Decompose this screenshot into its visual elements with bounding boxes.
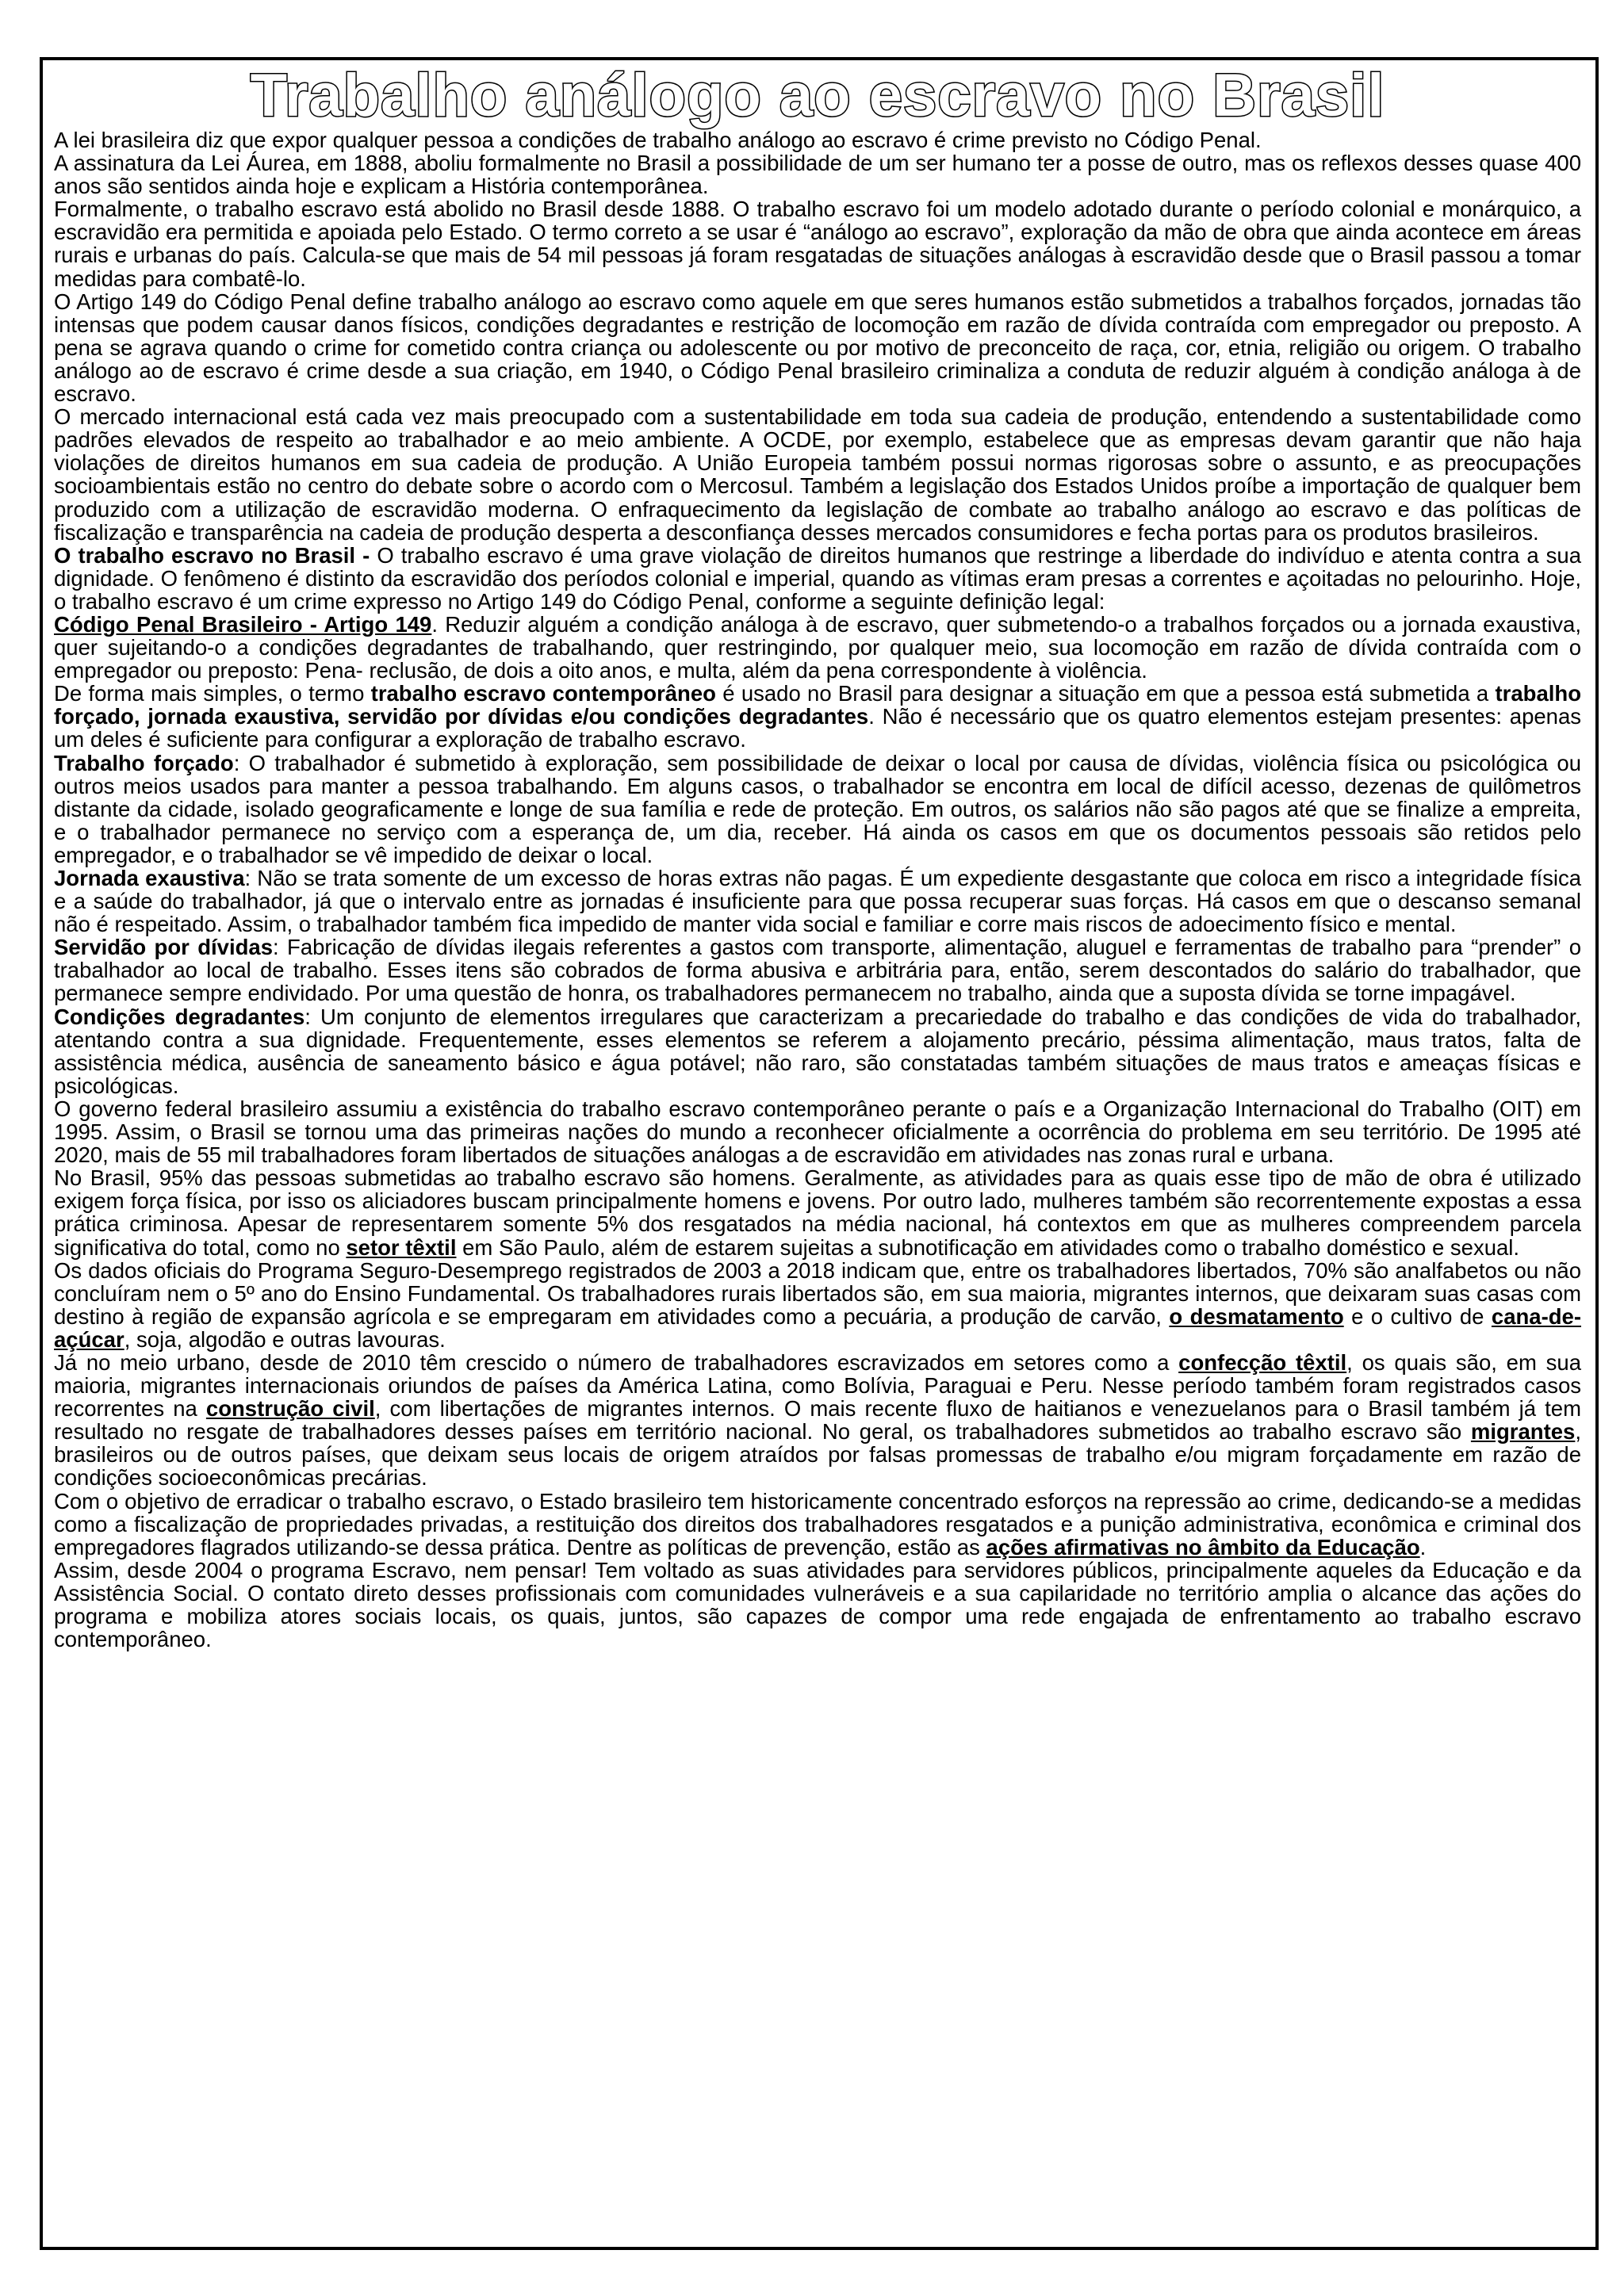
paragraph-trabalho-escravo-brasil: O trabalho escravo no Brasil - O trabalho escravo é uma grave violação de direitos humanos que restringe a liberdade do indivíduo e atenta contra a sua dignidade. O fenômeno é distinto da escravidão dos períodos colonial e imperial, quando as vítimas eram presas a correntes e açoitadas no pelourinho. Hoje, o trabalho escravo é um crime expresso no Artigo 149 do Código Penal, conforme a seguinte definição legal: [54, 542, 1581, 614]
paragraph-mercado-internacional: O mercado internacional está cada vez mais preocupado com a sustentabilidade em toda sua cadeia de produção, entendendo a sustentabilidade como padrões elevados de respeito ao trabalhador e ao meio ambiente. A OCDE, por exemplo, estabelece que as empresas devam garantir que não haja violações de direitos humanos em sua cadeia de produção. A União Europeia também possui normas rigorosas sobre o assunto, e as preocupações socioambientais estão no centro do debate sobre o acordo com o Mercosul. Também a legislação dos Estados Unidos proíbe a importação de qualquer bem produzido com a utilização de escravidão moderna. O enfraquecimento da legislação de combate ao trabalho análogo ao escravo e das políticas de fiscalização e transparência na cadeia de produção desperta a desconfiança desses mercados consumidores e fecha portas para os produtos brasileiros. [54, 404, 1581, 545]
link-confeccao-textil[interactable]: confecção têxtil [1178, 1349, 1347, 1375]
link-acoes-afirmativas[interactable]: ações afirmativas no âmbito da Educação [986, 1534, 1420, 1559]
heading-servidao-dividas: Servidão por dívidas [54, 935, 274, 960]
link-setor-textil[interactable]: setor têxtil [346, 1234, 457, 1260]
paragraph-governo-federal: O governo federal brasileiro assumiu a existência do trabalho escravo contemporâneo perante o país e a Organização Internacional do Trabalho (OIT) em 1995. Assim, o Brasil se tornou uma das primeiras nações do mundo a reconhecer oficialmente a ocorrência do problema em seu território. De 1995 até 2020, mais de 55 mil trabalhadores foram libertados de situações análogas a de escravidão em atividades nas zonas rural e urbana. [54, 1096, 1581, 1168]
paragraph-intro: A lei brasileira diz que expor qualquer pessoa a condições de trabalho análogo ao escravo é crime previsto no Código Penal. [54, 128, 1262, 152]
link-desmatamento[interactable]: o desmatamento [1169, 1303, 1344, 1329]
paragraph-perfil-homens: No Brasil, 95% das pessoas submetidas ao trabalho escravo são homens. Geralmente, as atividades para as quais esse tipo de mão de obra é utilizado exigem força física, por isso os aliciadores buscam principalmente homens e jovens. Por outro lado, mulheres também são recorrentemente expostas a essa prática criminosa. Apesar de representarem somente 5% dos resgatados na média nacional, há contextos em que as mulheres compreendem parcela significativa do total, como no setor têxtil em São Paulo, além de estarem sujeitas a subnotificação em atividades como o trabalho doméstico e sexual. [54, 1165, 1581, 1260]
paragraph-artigo-149: O Artigo 149 do Código Penal define trabalho análogo ao escravo como aquele em que seres humanos estão submetidos a trabalhos forçados, jornadas tão intensas que podem causar danos físicos, condições degradantes e restrição de locomoção em razão de dívida contraída com empregador ou preposto. A pena se agrava quando o crime for cometido contra criança ou adolescente ou por motivo de preconceito de raça, cor, etnia, religião ou origem. O trabalho análogo ao de escravo é crime desde a sua criação, em 1940, o Código Penal brasileiro criminaliza a conduta de reduzir alguém à condição análoga à de escravo. [54, 289, 1581, 407]
link-migrantes[interactable]: migrantes [1470, 1419, 1576, 1445]
paragraph-forma-simples: De forma mais simples, o termo trabalho escravo contemporâneo é usado no Brasil para designar a situação em que a pessoa está submetida a trabalho forçado, jornada exaustiva, servidão por dívidas e/ou condições degradantes. Não é necessário que os quatro elementos estejam presentes: apenas um deles é suficiente para configurar a exploração de trabalho escravo. [54, 681, 1581, 752]
link-construcao-civil[interactable]: construção civil [205, 1396, 375, 1422]
paragraph-jornada-exaustiva: Jornada exaustiva: Não se trata somente de um excesso de horas extras não pagas. É um expediente desgastante que coloca em risco a integridade física e a saúde do trabalhador, já que o intervalo entre as jornadas é insuficiente para que possa recuperar suas forças. Há casos em que o descanso semanal não é respeitado. Assim, o trabalhador também fica impedido de manter vida social e familiar e corre mais riscos de adoecimento físico e mental. [54, 866, 1582, 937]
heading-trabalho-escravo-brasil: O trabalho escravo no Brasil - [54, 542, 370, 568]
term-trabalho-escravo-contemporaneo: trabalho escravo contemporâneo [370, 681, 716, 706]
document-body [54, 128, 1581, 1651]
link-cana-de-acucar[interactable]: cana-de-açúcar [54, 1303, 1581, 1352]
heading-jornada-exaustiva: Jornada exaustiva [54, 866, 245, 890]
paragraph-trabalho-forcado: Trabalho forçado: O trabalhador é submetido à exploração, sem possibilidade de deixar o local por causa de dívidas, violência física ou psicológica ou outros meios usados para manter a pessoa trabalhando. Em alguns casos, o trabalhador se encontra em local de difícil acesso, dezenas de quilômetros distante da cidade, isolado geograficamente e longe de sua família e rede de proteção. Em outros, os salários não são pagos até que se finalize a empreita, e o trabalhador permanece no serviço com a esperança de, um dia, receber. Há ainda os casos em que os documentos pessoais são retidos pelo empregador, e o trabalhador se vê impedido de deixar o local. [54, 750, 1581, 867]
heading-condicoes-degradantes: Condições degradantes [54, 1004, 305, 1029]
heading-codigo-penal-artigo-149: Código Penal Brasileiro - Artigo 149 [54, 611, 432, 637]
paragraph-meio-urbano: Já no meio urbano, desde de 2010 têm crescido o número de trabalhadores escravizados em setores como a confecção têxtil, os quais são, em sua maioria, migrantes internacionais oriundos de países da América Latina, como Bolívia, Paraguai e Peru. Nesse período também foram registrados casos recorrentes na construção civil, com libertações de migrantes internos. O mais recente fluxo de haitianos e venezuelanos para o Brasil também já tem resultado no resgate de trabalhadores desses países em território nacional. No geral, os trabalhadores submetidos ao trabalho escravo são migrantes, brasileiros ou de outros países, que deixam seus locais de origem atraídos por falsas promessas de trabalho e/ou migram forçadamente em razão de condições socioeconômicas precárias. [54, 1349, 1581, 1490]
document-frame [40, 57, 1599, 2250]
paragraph-servidao-dividas: Servidão por dívidas: Fabricação de dívidas ilegais referentes a gastos com transporte, alimentação, aluguel e ferramentas de trabalho para “prender” o trabalhador ao local de trabalho. Esses itens são cobrados de forma abusiva e arbitrária para, então, serem descontados do salário do trabalhador, que permanece sempre endividado. Por uma questão de honra, os trabalhadores permanecem no trabalho, ainda que a suposta dívida se torne impagável. [54, 935, 1581, 1006]
paragraph-abolicao: Formalmente, o trabalho escravo está abolido no Brasil desde 1888. O trabalho escravo foi um modelo adotado durante o período colonial e monárquico, a escravidão era permitida e apoiada pelo Estado. O termo correto a se usar é “análogo ao escravo”, exploração da mão de obra que ainda acontece em áreas rurais e urbanas do país. Calcula-se que mais de 54 mil pessoas já foram resgatadas de situações análogas à escravidão desde que o Brasil passou a tomar medidas para combatê-lo. [54, 197, 1581, 291]
paragraph-condicoes-degradantes: Condições degradantes: Um conjunto de elementos irregulares que caracterizam a precariedade do trabalho e das condições de vida do trabalhador, atentando contra a sua dignidade. Frequentemente, esses elementos se referem a alojamento precário, péssima alimentação, maus tratos, falta de assistência médica, ausência de saneamento básico e água potável; não raro, são constatadas também situações de maus tratos e ameaças físicas e psicológicas. [54, 1004, 1581, 1098]
document-title: Trabalho análogo ao escravo no Brasil [250, 62, 1385, 129]
paragraph-escravo-nem-pensar: Assim, desde 2004 o programa Escravo, nem pensar! Tem voltado as suas atividades para servidores públicos, principalmente aqueles da Educação e da Assistência Social. O contato direto desses profissionais com comunidades vulneráveis e a sua capilaridade no território amplia o alcance das ações do programa e mobiliza atores sociais locais, os quais, juntos, são capazes de compor uma rede engajada de enfrentamento ao trabalho escravo contemporâneo. [54, 1557, 1581, 1652]
term-elementos: trabalho forçado, jornada exaustiva, servidão por dívidas e/ou condições degradantes [54, 681, 1581, 729]
heading-trabalho-forcado: Trabalho forçado [54, 750, 234, 775]
paragraph-lei-aurea: A assinatura da Lei Áurea, em 1888, aboliu formalmente no Brasil a possibilidade de um ser humano ter a posse de outro, mas os reflexos desses quase 400 anos são sentidos ainda hoje e explicam a História contemporânea. [54, 151, 1581, 199]
paragraph-dados-oficiais: Os dados oficiais do Programa Seguro-Desemprego registrados de 2003 a 2018 indicam que, entre os trabalhadores libertados, 70% são analfabetos ou não concluíram nem o 5º ano do Ensino Fundamental. Os trabalhadores rurais libertados são, em sua maioria, migrantes internos, que deixaram suas casas com destino à região de expansão agrícola e se empregaram em atividades como a pecuária, a produção de carvão, o desmatamento e o cultivo de cana-de-açúcar, soja, algodão e outras lavouras. [54, 1257, 1581, 1352]
paragraph-codigo-penal: Código Penal Brasileiro - Artigo 149. Reduzir alguém a condição análoga à de escravo, quer submetendo-o a trabalhos forçados ou a jornada exaustiva, quer sujeitando-o a condições degradantes de trabalhando, quer restringindo, por qualquer meio, sua locomoção em razão de dívida contraída com o empregador ou preposto: Pena- reclusão, de dois a oito anos, e multa, além da pena correspondente à violência. [54, 611, 1581, 683]
paragraph-erradicar: Com o objetivo de erradicar o trabalho escravo, o Estado brasileiro tem historicamente concentrado esforços na repressão ao crime, dedicando-se a medidas como a fiscalização de propriedades privadas, a restituição dos direitos dos trabalhadores resgatados e a punição administrativa, econômica e criminal dos empregadores flagrados utilizando-se dessa prática. Dentre as políticas de prevenção, estão as ações afirmativas no âmbito da Educação. [54, 1488, 1581, 1559]
